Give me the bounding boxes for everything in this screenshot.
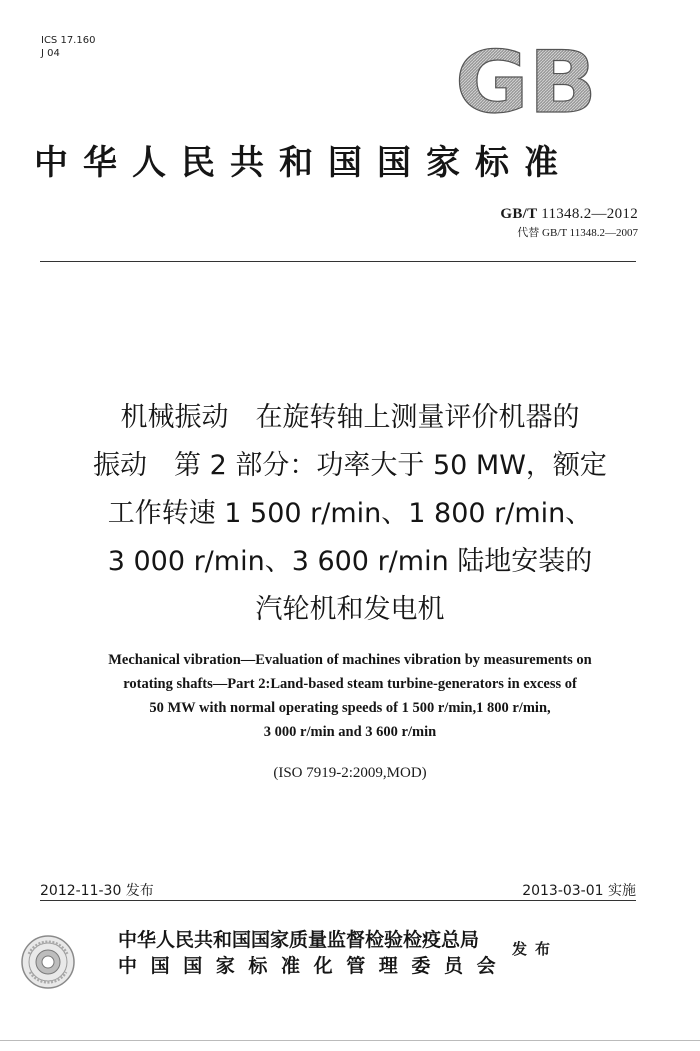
ccs-code: J 04	[41, 48, 60, 59]
issuer-line-aqsiq: 中华人民共和国国家质量监督检验检疫总局	[118, 929, 480, 951]
issue-date: 2012-11-30 发布	[40, 883, 154, 899]
chinese-title-line: 机械振动 在旋转轴上测量评价机器的	[120, 402, 580, 433]
page-bottom-edge	[0, 1040, 700, 1041]
chinese-title	[20, 394, 680, 634]
country-standard-title: 中华人民共和国国家标准	[34, 143, 573, 183]
iso-reference: (ISO 7919-2:2009,MOD)	[273, 765, 427, 781]
chinese-title-line: 工作转速 1 500 r/min、1 800 r/min、	[107, 498, 593, 529]
english-title-line: rotating shafts—Part 2:Land-based steam turbine-generators in excess of	[123, 676, 577, 692]
issuing-authorities	[118, 927, 509, 979]
english-title	[20, 648, 680, 744]
standard-number-block	[500, 206, 638, 240]
gb-logo	[452, 40, 600, 120]
publish-label: 发布	[512, 940, 559, 958]
english-title-line: 3 000 r/min and 3 600 r/min	[263, 724, 437, 740]
header-divider	[40, 261, 636, 262]
english-title-line: Mechanical vibration—Evaluation of machines vibration by measurements on	[108, 652, 592, 668]
english-title-line: 50 MW with normal operating speeds of 1 500 r/min,1 800 r/min,	[149, 700, 551, 716]
chinese-title-line: 3 000 r/min、3 600 r/min 陆地安装的	[107, 546, 593, 577]
implementation-date: 2013-03-01 实施	[522, 883, 636, 899]
gb-logo-text: GB	[455, 40, 597, 120]
chinese-title-line: 振动 第 2 部分：功率大于 50 MW，额定	[93, 450, 607, 481]
issuer-line-sac: 中国国家标准化管理委员会	[118, 955, 510, 977]
standard-code-number: 11348.2—2012	[541, 206, 638, 222]
footer-divider	[40, 900, 636, 901]
classification-codes	[41, 34, 95, 60]
standard-code-prefix: GB/T	[500, 206, 538, 222]
chinese-title-line: 汽轮机和发电机	[255, 594, 445, 625]
official-seal-icon	[20, 934, 76, 990]
standard-code	[500, 206, 638, 223]
ics-code: ICS 17.160	[41, 35, 96, 46]
replaces-standard: 代替 GB/T 11348.2—2007	[517, 227, 638, 239]
